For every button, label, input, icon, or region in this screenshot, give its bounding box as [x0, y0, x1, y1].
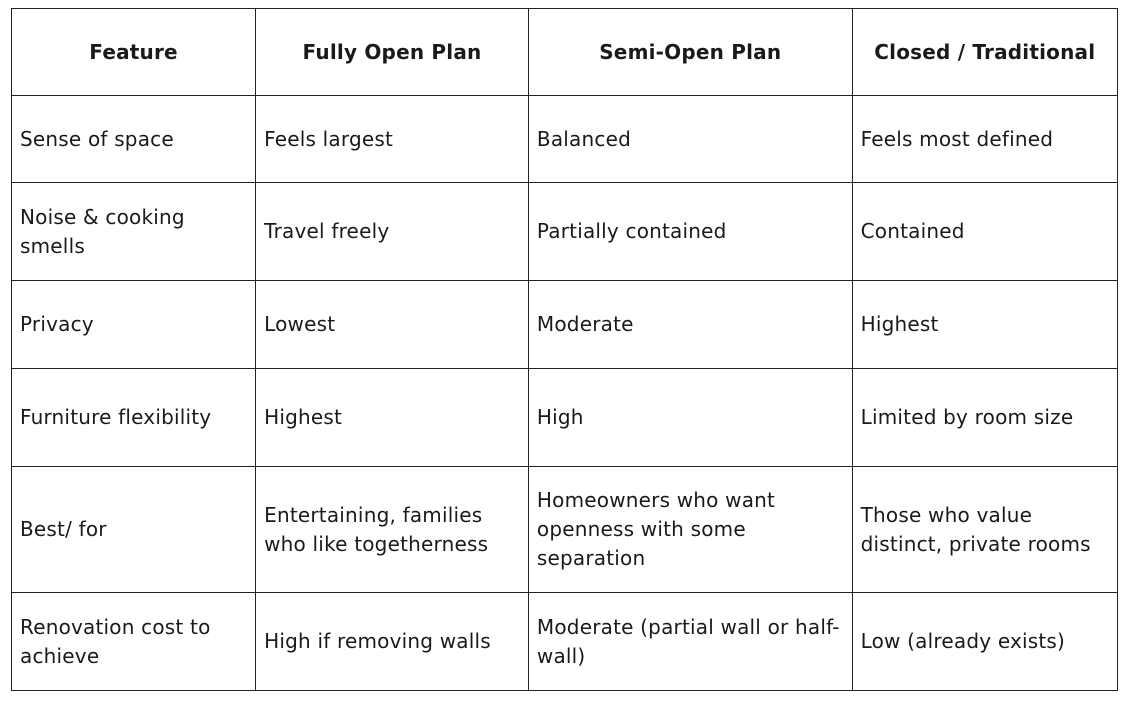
table-row [12, 593, 1118, 691]
table-row [12, 96, 1118, 183]
table-cell: Highest [256, 369, 529, 467]
table-cell: Lowest [256, 281, 529, 369]
table-cell: Entertaining, families who like togetherness [256, 467, 529, 593]
header-semi-open-plan: Semi-Open Plan [528, 9, 852, 96]
header-fully-open-plan: Fully Open Plan [256, 9, 529, 96]
table-row [12, 183, 1118, 281]
table-cell: Homeowners who want openness with some separation [528, 467, 852, 593]
table-cell: Best/ for [12, 467, 256, 593]
table-cell: Partially contained [528, 183, 852, 281]
table-cell: Privacy [12, 281, 256, 369]
header-row [12, 9, 1118, 96]
table-cell: Contained [852, 183, 1117, 281]
table-cell: High [528, 369, 852, 467]
table-cell: Limited by room size [852, 369, 1117, 467]
header-feature: Feature [12, 9, 256, 96]
table-cell: Highest [852, 281, 1117, 369]
table-row [12, 369, 1118, 467]
table-cell: Sense of space [12, 96, 256, 183]
table-cell: Balanced [528, 96, 852, 183]
table-row [12, 281, 1118, 369]
table-cell: Those who value distinct, private rooms [852, 467, 1117, 593]
comparison-table [11, 8, 1118, 691]
header-closed-traditional: Closed / Traditional [852, 9, 1117, 96]
table-cell: Low (already exists) [852, 593, 1117, 691]
table-cell: Noise & cooking smells [12, 183, 256, 281]
table-cell: Travel freely [256, 183, 529, 281]
table-cell: Moderate (partial wall or half-wall) [528, 593, 852, 691]
table-cell: Feels most defined [852, 96, 1117, 183]
table-cell: Moderate [528, 281, 852, 369]
table-cell: Furniture flexibility [12, 369, 256, 467]
table-cell: Renovation cost to achieve [12, 593, 256, 691]
table-row [12, 467, 1118, 593]
table-cell: High if removing walls [256, 593, 529, 691]
table-cell: Feels largest [256, 96, 529, 183]
